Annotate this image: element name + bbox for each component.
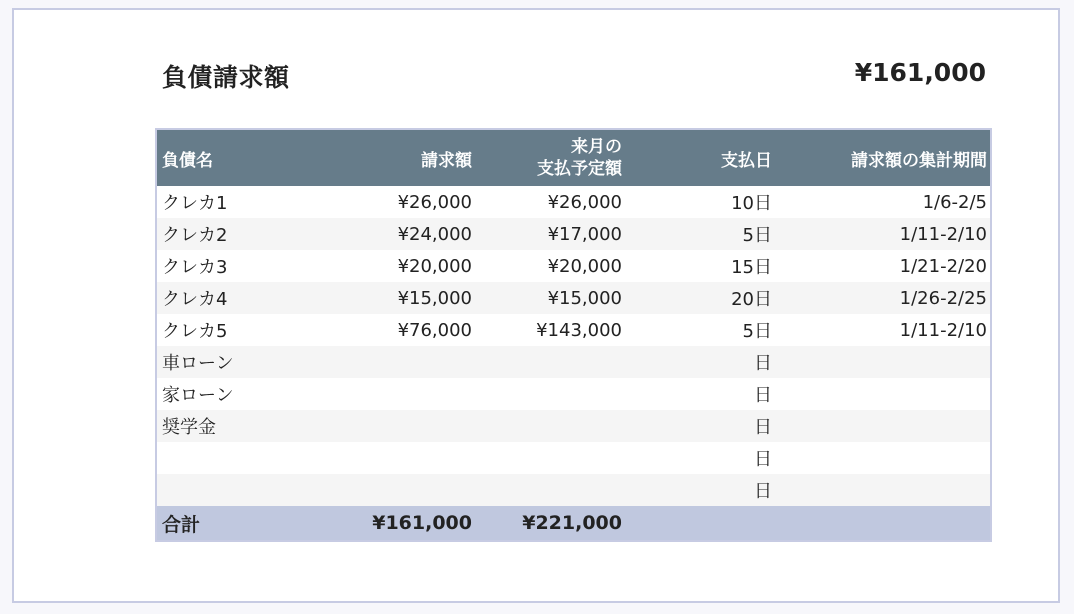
cell-debt-name[interactable]: クレカ1 bbox=[162, 193, 228, 214]
cell-debt-name[interactable] bbox=[162, 474, 322, 506]
cell-payment-day[interactable]: 日 bbox=[754, 353, 772, 374]
footer-label[interactable]: 合計 bbox=[162, 513, 201, 536]
table-row bbox=[157, 474, 990, 506]
cell-bill-amount[interactable]: ¥26,000 bbox=[397, 191, 472, 213]
cell-payment-day[interactable]: 15日 bbox=[731, 257, 772, 278]
cell-billing-period[interactable]: 1/11-2/10 bbox=[899, 223, 987, 245]
cell-next-payment[interactable]: ¥143,000 bbox=[536, 319, 622, 341]
cell-next-payment[interactable]: ¥15,000 bbox=[547, 287, 622, 309]
cell-payment-day[interactable]: 日 bbox=[754, 385, 772, 406]
cell-debt-name[interactable]: クレカ4 bbox=[162, 289, 228, 310]
cell-payment-day[interactable]: 日 bbox=[754, 481, 772, 502]
cell-billing-period[interactable] bbox=[777, 346, 987, 378]
cell-payment-day[interactable]: 日 bbox=[754, 417, 772, 438]
table-row bbox=[157, 346, 990, 378]
cell-next-payment[interactable] bbox=[477, 474, 622, 506]
cell-debt-name[interactable]: 車ローン bbox=[162, 353, 234, 374]
cell-billing-period[interactable]: 1/6-2/5 bbox=[922, 191, 987, 213]
cell-next-payment[interactable] bbox=[477, 442, 622, 474]
table-body bbox=[157, 186, 990, 506]
cell-debt-name[interactable]: クレカ2 bbox=[162, 225, 228, 246]
cell-debt-name[interactable] bbox=[162, 442, 322, 474]
table-row bbox=[157, 378, 990, 410]
cell-billing-period[interactable]: 1/21-2/20 bbox=[899, 255, 987, 277]
table-row bbox=[157, 218, 990, 250]
table-row bbox=[157, 186, 990, 218]
cell-bill-amount[interactable] bbox=[327, 442, 472, 474]
table-row bbox=[157, 282, 990, 314]
cell-bill-amount[interactable] bbox=[327, 378, 472, 410]
cell-billing-period[interactable] bbox=[777, 474, 987, 506]
cell-billing-period[interactable]: 1/26-2/25 bbox=[899, 287, 987, 309]
column-header-payment-day[interactable]: 支払日 bbox=[721, 150, 772, 171]
cell-next-payment[interactable] bbox=[477, 346, 622, 378]
table-row bbox=[157, 314, 990, 346]
table-row bbox=[157, 250, 990, 282]
cell-bill-amount[interactable]: ¥20,000 bbox=[397, 255, 472, 277]
column-header-next-payment[interactable] bbox=[477, 130, 622, 186]
cell-payment-day[interactable]: 5日 bbox=[742, 225, 772, 246]
table-footer-row bbox=[157, 506, 990, 540]
table-row bbox=[157, 442, 990, 474]
title-row bbox=[162, 58, 986, 98]
footer-period-empty[interactable] bbox=[777, 506, 987, 540]
cell-bill-amount[interactable]: ¥24,000 bbox=[397, 223, 472, 245]
column-header-name[interactable]: 負債名 bbox=[162, 150, 213, 171]
cell-next-payment[interactable]: ¥26,000 bbox=[547, 191, 622, 213]
cell-next-payment[interactable]: ¥20,000 bbox=[547, 255, 622, 277]
cell-bill-amount[interactable] bbox=[327, 474, 472, 506]
column-header-next-line2: 支払予定額 bbox=[537, 159, 622, 179]
debt-table bbox=[155, 128, 992, 542]
footer-day-empty[interactable] bbox=[627, 506, 772, 540]
cell-next-payment[interactable] bbox=[477, 378, 622, 410]
table-row bbox=[157, 410, 990, 442]
cell-debt-name[interactable]: クレカ3 bbox=[162, 257, 228, 278]
table-header-row bbox=[157, 130, 990, 186]
total-amount: ¥161,000 bbox=[854, 58, 986, 87]
page-title: 負債請求額 bbox=[162, 63, 290, 92]
cell-billing-period[interactable]: 1/11-2/10 bbox=[899, 319, 987, 341]
cell-next-payment[interactable] bbox=[477, 410, 622, 442]
cell-payment-day[interactable]: 日 bbox=[754, 449, 772, 470]
column-header-billing-period[interactable]: 請求額の集計期間 bbox=[851, 150, 987, 171]
cell-payment-day[interactable]: 5日 bbox=[742, 321, 772, 342]
cell-debt-name[interactable]: 家ローン bbox=[162, 385, 234, 406]
cell-debt-name[interactable]: 奨学金 bbox=[162, 417, 216, 438]
cell-debt-name[interactable]: クレカ5 bbox=[162, 321, 228, 342]
footer-next-total[interactable]: ¥221,000 bbox=[522, 512, 622, 534]
column-header-bill[interactable]: 請求額 bbox=[421, 150, 472, 171]
cell-payment-day[interactable]: 20日 bbox=[731, 289, 772, 310]
cell-bill-amount[interactable]: ¥15,000 bbox=[397, 287, 472, 309]
cell-billing-period[interactable] bbox=[777, 410, 987, 442]
cell-bill-amount[interactable]: ¥76,000 bbox=[397, 319, 472, 341]
cell-payment-day[interactable]: 10日 bbox=[731, 193, 772, 214]
footer-bill-total[interactable]: ¥161,000 bbox=[372, 512, 472, 534]
cell-next-payment[interactable]: ¥17,000 bbox=[547, 223, 622, 245]
cell-bill-amount[interactable] bbox=[327, 346, 472, 378]
cell-billing-period[interactable] bbox=[777, 442, 987, 474]
column-header-next-line1: 来月の bbox=[571, 137, 622, 157]
cell-billing-period[interactable] bbox=[777, 378, 987, 410]
cell-bill-amount[interactable] bbox=[327, 410, 472, 442]
